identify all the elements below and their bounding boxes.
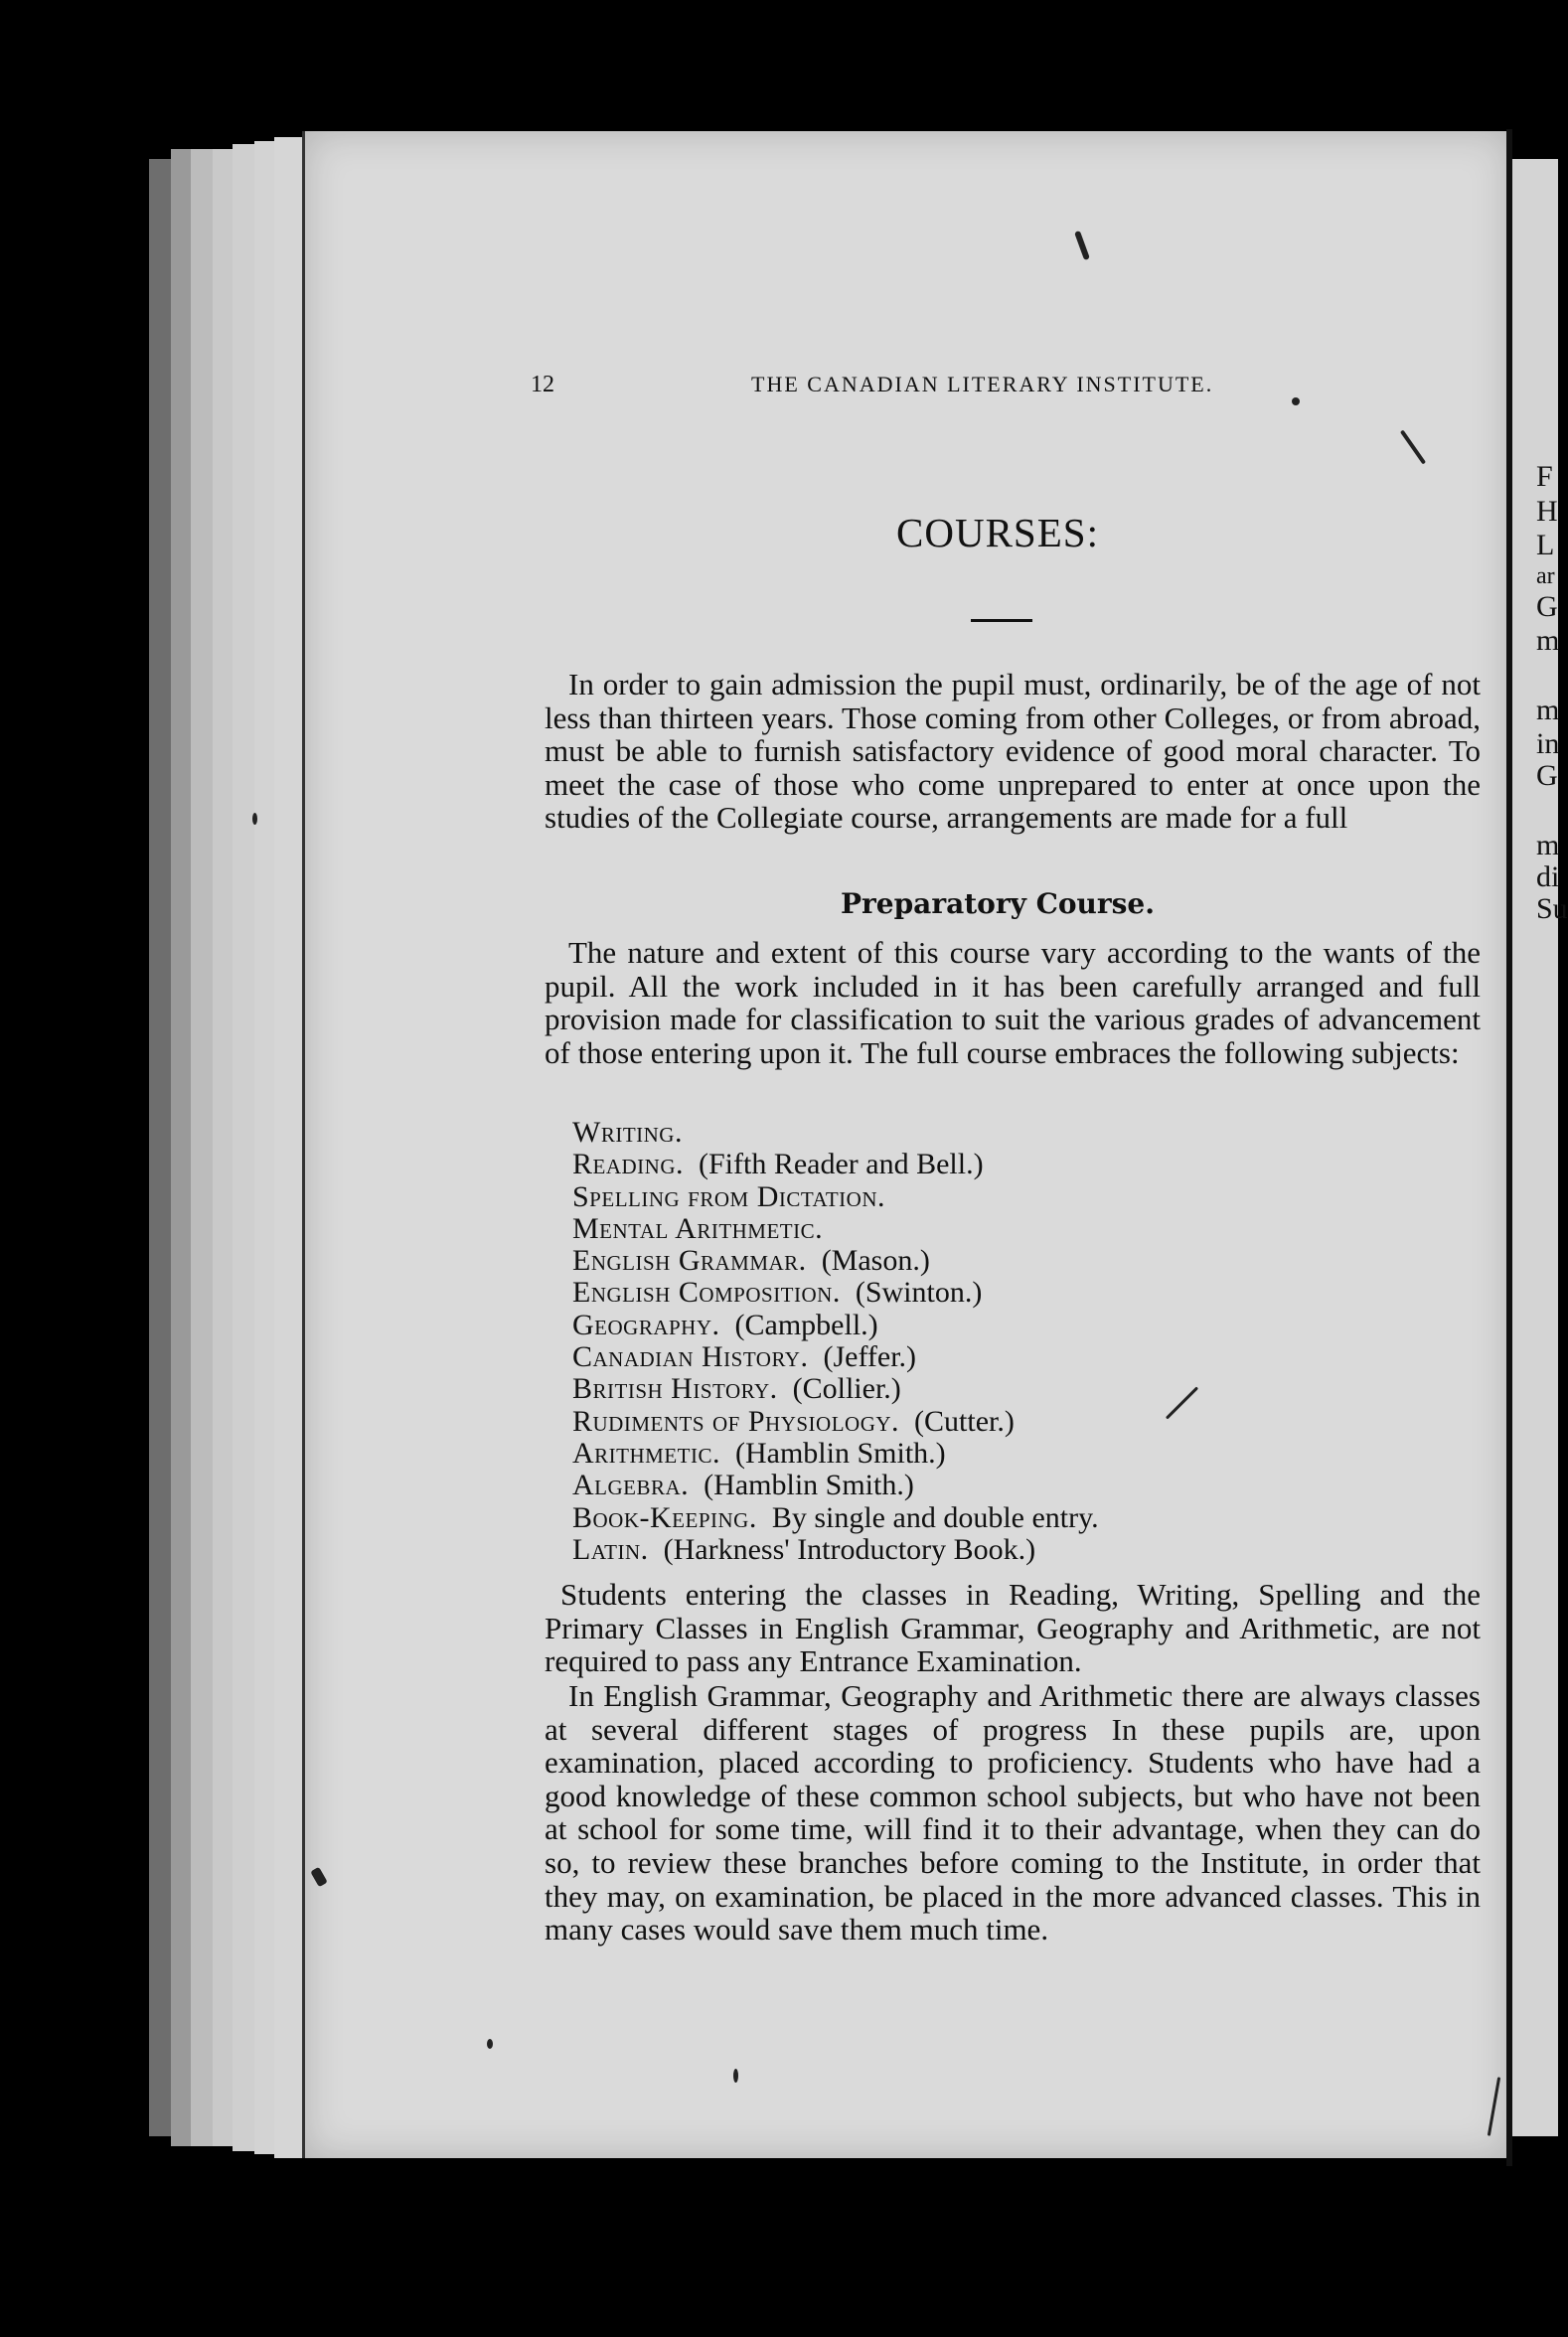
course-nature-paragraph: The nature and extent of this course vary according to the wants of the pupil. All the work included in it has been carefully arranged and full provision made for classification to suit the various grades of advancement of those entering upon it. The full course embraces the following subjects: [545, 935, 1481, 1070]
entrance-exam-paragraph: Students entering the classes in Reading, Writing, Spelling and the Primary Classes in English Grammar, Geography and Arithmetic, are not required to pass any Entrance Examination. [545, 1577, 1481, 1679]
page-number: 12 [531, 372, 554, 397]
subject-detail: (Hamblin Smith.) [735, 1436, 946, 1470]
subject-detail: By single and double entry. [771, 1500, 1099, 1534]
subject-item [572, 1181, 1447, 1213]
scan-speck [733, 2069, 738, 2083]
subject-detail: (Collier.) [792, 1372, 901, 1406]
subject-detail: (Swinton.) [855, 1276, 983, 1310]
page-edge [274, 137, 305, 2158]
subject-name: British History. [572, 1372, 778, 1406]
subject-item [572, 1502, 1447, 1534]
subject-detail: (Jeffer.) [823, 1340, 917, 1374]
subject-name: English Composition. [572, 1276, 841, 1310]
subject-detail: (Campbell.) [734, 1308, 878, 1341]
scan-speck [252, 813, 257, 825]
subject-item [572, 1406, 1447, 1438]
next-page-fragment: m [1536, 829, 1560, 861]
next-page-fragment: F [1536, 460, 1553, 493]
subheading-preparatory-course: Preparatory Course. [840, 887, 1155, 920]
admission-paragraph: In order to gain admission the pupil must, ordinarily, be of the age of not less than thirteen years. Those coming from other Colleges, or from abroad, must be able to furnish satisfactory evidence of good moral character. To meet the case of those who come unprepared to enter at once upon the studies of the Collegiate course, arrangements are made for a full [545, 667, 1481, 836]
subject-detail: (Fifth Reader and Bell.) [699, 1148, 984, 1181]
next-page-fragment: ar [1536, 563, 1555, 589]
next-page-fragment: in [1536, 727, 1560, 760]
subject-name: Arithmetic. [572, 1436, 720, 1470]
subject-item [572, 1310, 1447, 1341]
section-title: COURSES: [896, 510, 1099, 555]
next-page-fragment: G [1536, 590, 1558, 623]
subject-name: Book-Keeping. [572, 1500, 757, 1534]
subject-item [572, 1277, 1447, 1309]
subject-name: Mental Arithmetic. [572, 1211, 824, 1245]
subject-name: Reading. [572, 1148, 684, 1181]
running-head [531, 368, 1524, 407]
subject-name: Canadian History. [572, 1340, 809, 1374]
next-page-fragment: di [1536, 860, 1560, 893]
scan-speck [1292, 397, 1300, 405]
subject-list [572, 1117, 1447, 1566]
subject-item [572, 1117, 1447, 1149]
subject-detail: (Hamblin Smith.) [704, 1469, 914, 1502]
page-header-title: THE CANADIAN LITERARY INSTITUTE. [751, 372, 1214, 396]
next-page-fragment: H [1536, 495, 1558, 528]
subject-name: Latin. [572, 1532, 649, 1566]
subject-detail: (Cutter.) [914, 1404, 1015, 1438]
next-page-fragment: m [1536, 624, 1560, 657]
subject-name: Algebra. [572, 1469, 690, 1502]
subject-item [572, 1245, 1447, 1277]
subject-item [572, 1213, 1447, 1245]
subject-name: Rudiments of Physiology. [572, 1404, 900, 1438]
next-page-fragment: Su [1536, 892, 1568, 925]
next-page-sliver [1512, 159, 1568, 2136]
next-page-fragment: L [1536, 529, 1555, 561]
scan-speck [487, 2039, 493, 2049]
next-page-fragment: G [1536, 759, 1558, 792]
subject-name: Writing. [572, 1116, 683, 1149]
subject-item [572, 1341, 1447, 1373]
subject-detail: (Mason.) [821, 1244, 930, 1278]
subject-item [572, 1149, 1447, 1180]
title-rule [971, 619, 1032, 622]
placement-paragraph: In English Grammar, Geography and Arithmetic there are always classes at several different stages of progress In these pupils are, upon examination, placed according to proficiency. Students who have had a good knowledge of these common school subjects, but who have not been at school for some time, will find it to their advantage, when they can do so, to review these branches before coming to the Institute, in order that they may, on examination, be placed in the more advanced classes. This in many cases would save them much time. [545, 1678, 1481, 1948]
subject-detail: (Harkness' Introductory Book.) [663, 1532, 1036, 1566]
subject-item [572, 1373, 1447, 1405]
subject-item [572, 1534, 1447, 1566]
subject-name: Spelling from Dictation. [572, 1179, 885, 1213]
subject-name: Geography. [572, 1308, 720, 1341]
subject-item [572, 1470, 1447, 1501]
subject-name: English Grammar. [572, 1244, 807, 1278]
subject-item [572, 1438, 1447, 1470]
next-page-fragment: m [1536, 694, 1560, 726]
